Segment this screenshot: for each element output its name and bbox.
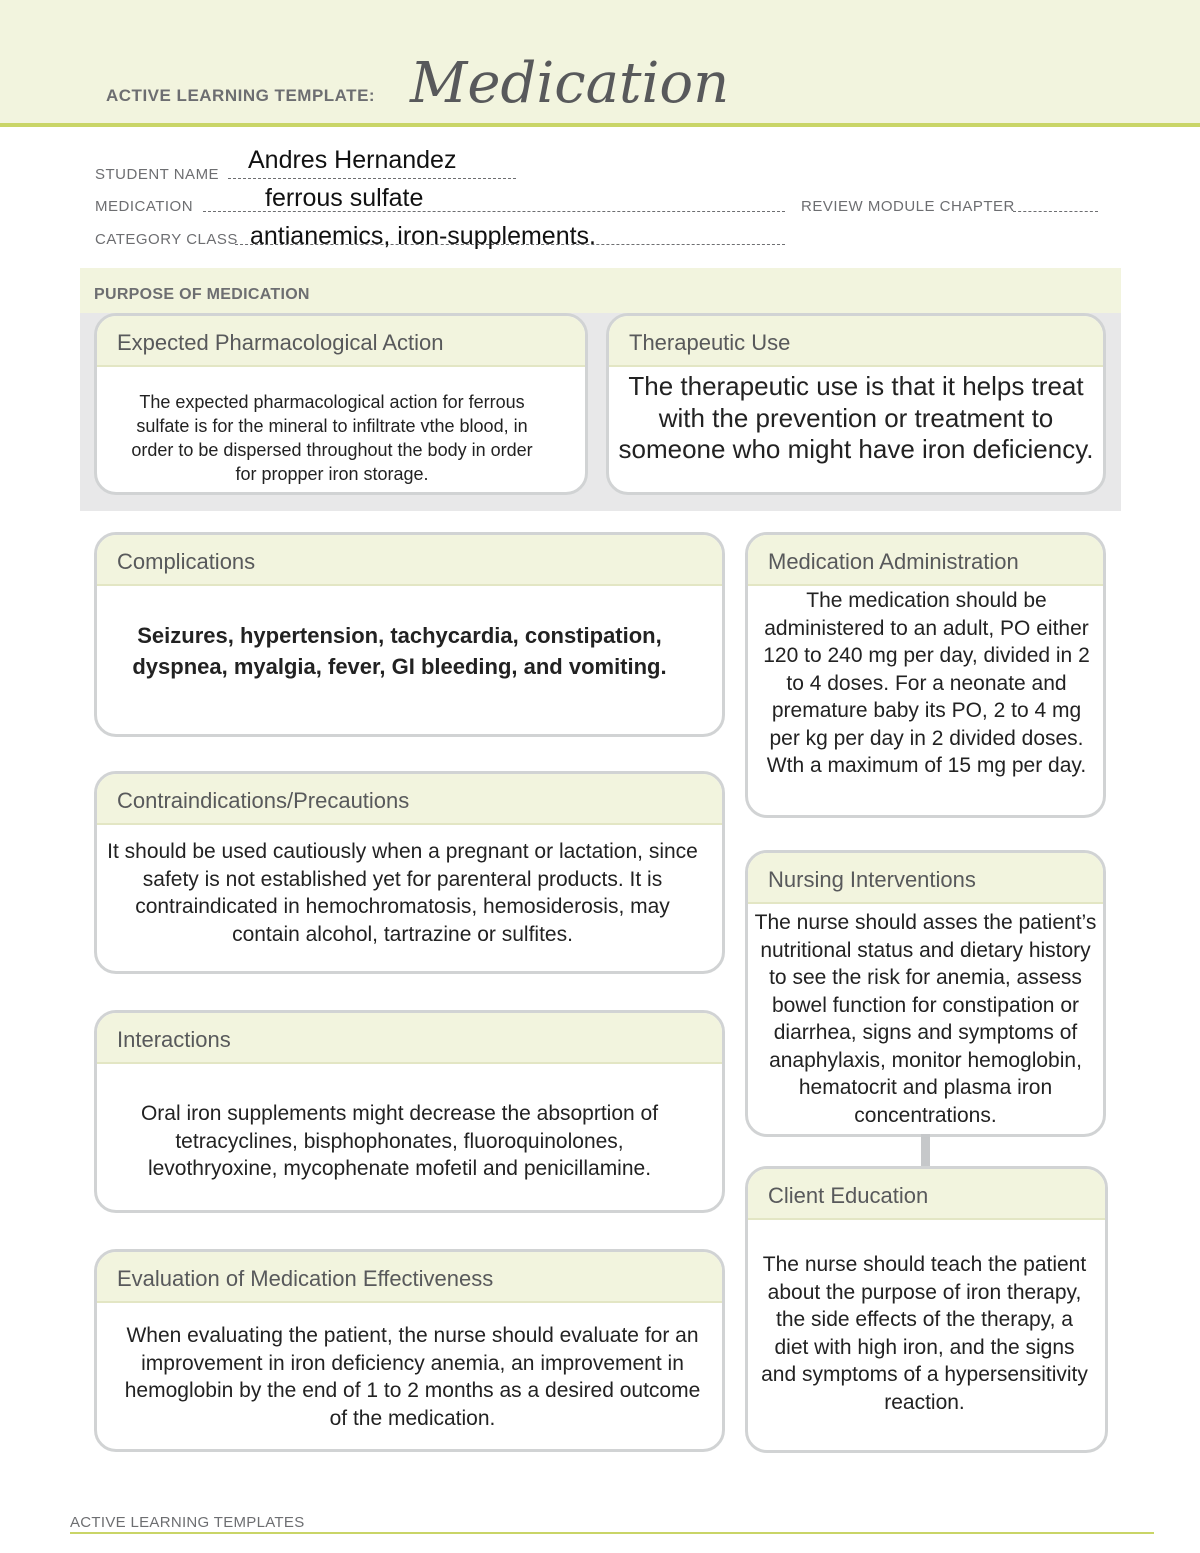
footer-divider bbox=[70, 1532, 1154, 1534]
complications-box bbox=[94, 532, 725, 737]
contraindications-text[interactable]: It should be used cautiously when a pregnant or lactation, since safety is not established yet for parenteral products. It is contraindicated in hemochromatosis, hemosiderosis, may contain alcohol, tartrazine or sulfites. bbox=[107, 840, 698, 946]
medication-field[interactable]: ferrous sulfate bbox=[265, 184, 424, 212]
student-name-field[interactable]: Andres Hernandez bbox=[248, 146, 457, 174]
administration-text[interactable]: The medication should be administered to an adult, PO either 120 to 240 mg per day, divided in 2 to 4 doses. For a neonate and premature baby its PO, 2 to 4 mg per kg per day in 2 divided doses. Wth a maximum of 15 mg per day. bbox=[763, 589, 1090, 777]
client-education-title: Client Education bbox=[748, 1169, 1105, 1220]
evaluation-box bbox=[94, 1249, 725, 1452]
page-title: Medication bbox=[410, 51, 730, 116]
nursing-interventions-text[interactable]: The nurse should asses the patient’s nutritional status and dietary history to see the risk for anemia, assess bowel function for constipation or diarrhea, signs and symptoms of anaphylaxis, monitor hemoglobin, hematocrit and plasma iron concentrations. bbox=[754, 911, 1097, 1127]
category-class-label: CATEGORY CLASS bbox=[95, 231, 238, 248]
therapeutic-use-text[interactable]: The therapeutic use is that it helps treat with the prevention or treatment to someone who might have iron deficiency. bbox=[618, 371, 1094, 464]
student-name-label: STUDENT NAME bbox=[95, 166, 220, 183]
header-divider bbox=[0, 123, 1200, 127]
review-module-underline bbox=[1013, 211, 1098, 212]
evaluation-text[interactable]: When evaluating the patient, the nurse should evaluate for an improvement in iron deficiency anemia, an improvement in hemoglobin by the end of 1 to 2 months as a desired outcome of the medication. bbox=[124, 1324, 701, 1430]
template-label: ACTIVE LEARNING TEMPLATE: bbox=[106, 86, 376, 105]
client-education-box bbox=[745, 1166, 1108, 1453]
therapeutic-use-title: Therapeutic Use bbox=[609, 316, 1103, 367]
student-name-underline bbox=[228, 178, 516, 179]
evaluation-title: Evaluation of Medication Effectiveness bbox=[97, 1252, 722, 1303]
administration-box bbox=[745, 532, 1106, 818]
nursing-interventions-title: Nursing Interventions bbox=[748, 853, 1103, 904]
expected-action-box bbox=[94, 313, 588, 495]
complications-text[interactable]: Seizures, hypertension, tachycardia, constipation, dyspnea, myalgia, fever, GI bleeding, and vomiting. bbox=[132, 623, 667, 679]
therapeutic-use-box bbox=[606, 313, 1106, 495]
interactions-text[interactable]: Oral iron supplements might decrease the absoprtion of tetracyclines, bisphophonates, fluoroquinolones, levothryoxine, mycophenate mofetil and penicillamine. bbox=[140, 1102, 659, 1180]
review-module-label: REVIEW MODULE CHAPTER bbox=[801, 198, 1015, 215]
interactions-title: Interactions bbox=[97, 1013, 722, 1064]
nursing-interventions-box bbox=[745, 850, 1106, 1137]
client-education-text[interactable]: The nurse should teach the patient about the purpose of iron therapy, the side effects of the therapy, a diet with high iron, and the signs and symptoms of a hypersensitivity reaction. bbox=[761, 1253, 1088, 1414]
complications-title: Complications bbox=[97, 535, 722, 586]
contraindications-box bbox=[94, 771, 725, 974]
administration-title: Medication Administration bbox=[748, 535, 1103, 586]
footer-label: ACTIVE LEARNING TEMPLATES bbox=[70, 1514, 305, 1531]
medication-label: MEDICATION bbox=[95, 198, 194, 215]
expected-action-title: Expected Pharmacological Action bbox=[97, 316, 585, 367]
category-class-field[interactable]: antianemics, iron-supplements. bbox=[250, 222, 596, 250]
box-connector bbox=[921, 1134, 930, 1168]
contraindications-title: Contraindications/Precautions bbox=[97, 774, 722, 825]
expected-action-text[interactable]: The expected pharmacological action for ferrous sulfate is for the mineral to infiltrate vthe blood, in order to be dispersed throughout the body in order for propper iron storage. bbox=[131, 392, 533, 484]
interactions-box bbox=[94, 1010, 725, 1213]
purpose-label: PURPOSE OF MEDICATION bbox=[94, 286, 310, 303]
